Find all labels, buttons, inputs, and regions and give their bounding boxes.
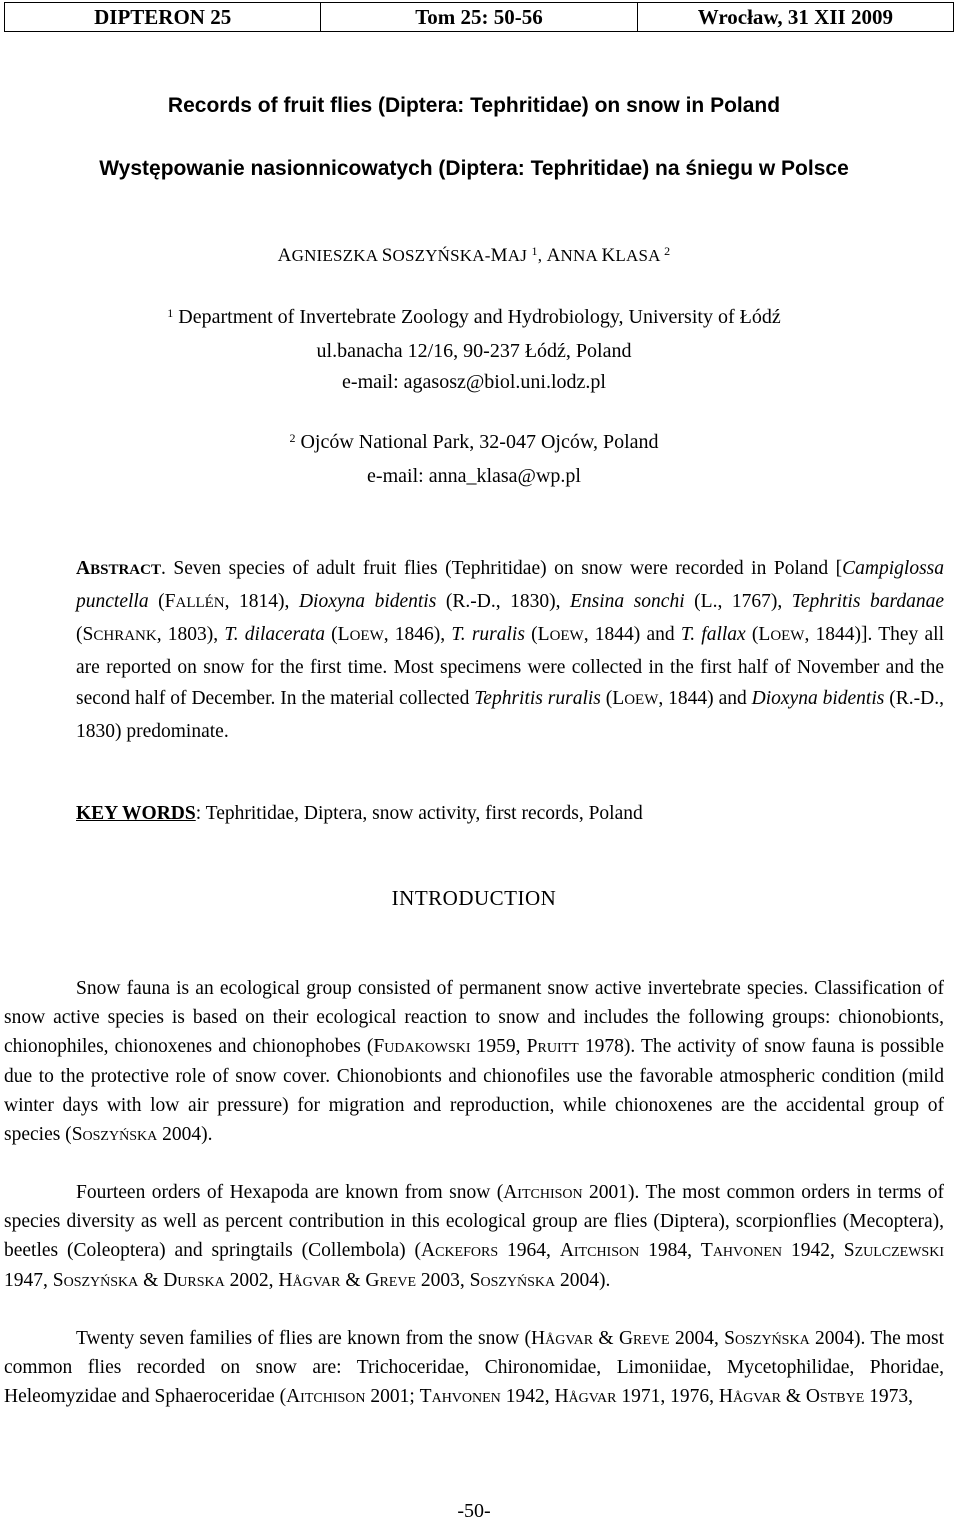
abstract-label: ABSTRACT [76, 558, 161, 579]
intro-paragraph-1: Snow fauna is an ecological group consisted of permanent snow active invertebrate species. Classification of snow active species is based on their ecological reaction to snow and includes the following groups: chionobionts, chionophiles, chionoxenes and chionophobes (Fudakowski 1959, Pruitt 1978). The activity of snow fauna is possible due to the protective role of snow cover. Chionobionts and chionofiles use the favorable atmospheric condition (mild winter days with low air pressure) for migration and reproduction, while chionoxenes are the accidental group of species (Soszyńska 2004). [4, 978, 945, 1146]
volume-pages: Tom 25: 50-56 [320, 3, 636, 31]
title-polish: Występowanie nasionnicowatych (Diptera: Tephritidae) na śniegu w Polsce [99, 157, 849, 180]
affiliation-2-email: e-mail: anna_klasa@wp.pl [367, 465, 581, 487]
journal-name: DIPTERON 25 [94, 4, 232, 29]
title-english: Records of fruit flies (Diptera: Tephritidae) on snow in Poland [167, 94, 781, 117]
abstract: ABSTRACT. Seven species of adult fruit flies (Tephritidae) on snow were recorded in Poland [Campiglossa punctella (FALLÉN, 1814), Dioxyna bidentis (R.-D., 1830), Ensina sonchi (L., 1767), Tephritis bardanae (SCHRANK, 1803), T. dilacerata (LOEW, 1846), T. ruralis (LOEW, 1844) and T. fallax (LOEW, 1844)]. They all are reported on snow for the first time. Most specimens were collected in the first half of November and the second half of December. In the material collected Tephritis ruralis (LOEW, 1844) and Dioxyna bidentis (R.-D., 1830) predominate. [76, 558, 944, 742]
affiliation-1-line-1: $^1$ Department of Invertebrate Zoology and Hydrobiology, University of Łódź [167, 306, 781, 328]
affiliation-2-line-1: $^2$ Ojców National Park, 32-047 Ojców, Poland [289, 431, 659, 453]
keywords-label: KEY WORDS [76, 803, 196, 824]
intro-paragraph-2: Fourteen orders of Hexapoda are known from snow (Aitchison 2001). The most common orders in terms of species diversity as well as percent contribution in this ecological group are flies (Diptera), scorpionflies (Mecoptera), beetles (Coleoptera) and springtails (Collembola) (Ackefors 1964, Aitchison 1984, Tahvonen 1942, Szulczewski 1947, Soszyńska & Durska 2002, Hågvar & Greve 2003, Soszyńska 2004). [4, 1182, 944, 1291]
keywords-text: : Tephritidae, Diptera, snow activity, first records, Poland [195, 803, 643, 824]
journal-header [4, 2, 954, 32]
keywords [76, 803, 643, 825]
author-1: AGNIESZKA SOSZYŃSKA-MAJ $^1$ [277, 244, 538, 266]
author-2: ANNA KLASA $^2$ [546, 244, 671, 266]
page-number: -50- [457, 1500, 491, 1522]
affiliation-1-email: e-mail: agasosz@biol.uni.lodz.pl [342, 371, 606, 393]
place-date: Wrocław, 31 XII 2009 [637, 3, 953, 31]
authors-line: AGNIESZKA SOSZYŃSKA-MAJ $^1$, ANNA KLASA $^2$ [277, 244, 671, 266]
affiliation-1-address: ul.banacha 12/16, 90-237 Łódź, Poland [316, 340, 632, 362]
intro-paragraph-3: Twenty seven families of flies are known from the snow (Hågvar & Greve 2004, Soszyńska 2004). The most common flies recorded on snow are: Trichoceridae, Chironomidae, Limoniidae, Mycetophilidae, Phoridae, Heleomyzidae and Sphaeroceridae (Aitchison 2001; Tahvonen 1942, Hågvar 1971, 1976, Hågvar & Ostbye 1973, [4, 1328, 945, 1408]
section-heading-introduction: INTRODUCTION [391, 886, 557, 910]
